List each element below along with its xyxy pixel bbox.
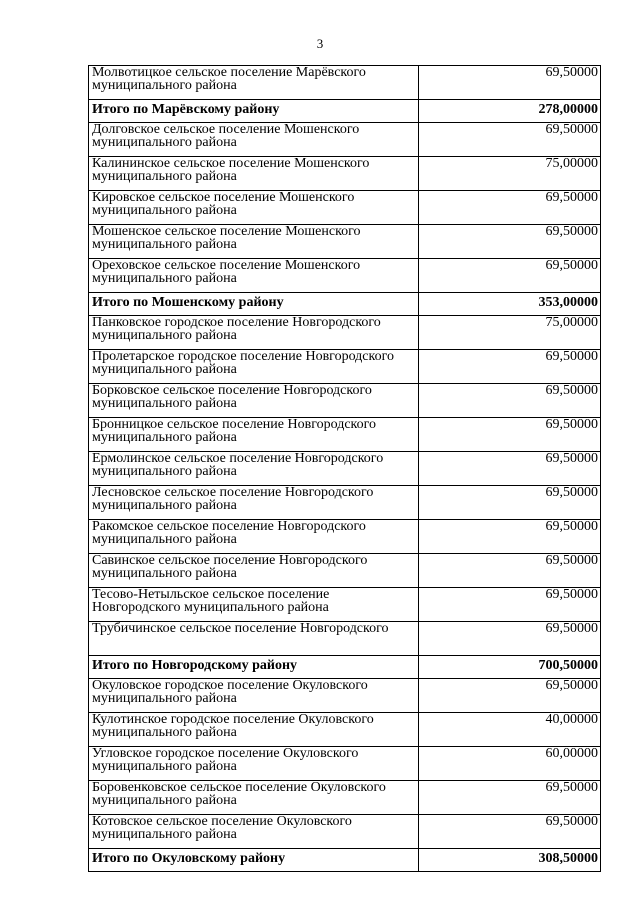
- settlement-name: [89, 191, 419, 225]
- settlement-name: [89, 418, 419, 452]
- name-line-1: Кировское сельское поселение Мошенского: [92, 191, 355, 204]
- district-total-label: [89, 656, 419, 679]
- name-line-1: Итого по Мошенскому району: [92, 296, 284, 309]
- name-line-1: Окуловское городское поселение Окуловского: [92, 679, 368, 692]
- amount: 69,50000: [419, 225, 601, 259]
- table-row: [89, 157, 601, 191]
- total-amount: 308,50000: [419, 849, 601, 872]
- table-total-row: [89, 100, 601, 123]
- amount: 69,50000: [419, 622, 601, 656]
- table-row: [89, 225, 601, 259]
- name-line-1: Ореховское сельское поселение Мошенского: [92, 259, 361, 272]
- amount: 69,50000: [419, 588, 601, 622]
- name-line-1: Ракомское сельское поселение Новгородского: [92, 520, 366, 533]
- name-line-1: Лесновское сельское поселение Новгородского: [92, 486, 374, 499]
- settlement-name: [89, 486, 419, 520]
- table-total-row: [89, 293, 601, 316]
- table-row: [89, 350, 601, 384]
- table-row: [89, 384, 601, 418]
- table-row: [89, 316, 601, 350]
- table-row: [89, 123, 601, 157]
- table-row: [89, 815, 601, 849]
- name-line-2: муниципального района: [92, 431, 237, 444]
- name-line-2: Новгородского муниципального района: [92, 601, 329, 614]
- amount: 69,50000: [419, 452, 601, 486]
- name-line-1: Калининское сельское поселение Мошенского: [92, 157, 370, 170]
- name-line-2: муниципального района: [92, 567, 237, 580]
- amount: 69,50000: [419, 679, 601, 713]
- amount: 69,50000: [419, 418, 601, 452]
- settlement-name: [89, 622, 419, 656]
- table-row: [89, 486, 601, 520]
- name-line-1: Итого по Марёвскому району: [92, 103, 280, 116]
- name-line-2: муниципального района: [92, 465, 237, 478]
- name-line-1: Бронницкое сельское поселение Новгородского: [92, 418, 377, 431]
- settlement-name: [89, 316, 419, 350]
- district-total-label: [89, 100, 419, 123]
- name-line-1: Трубичинское сельское поселение Новгородского: [92, 622, 389, 635]
- name-line-1: Долговское сельское поселение Мошенского: [92, 123, 360, 136]
- settlement-name: [89, 679, 419, 713]
- settlement-name: [89, 225, 419, 259]
- district-total-label: [89, 849, 419, 872]
- name-line-1: Боровенковское сельское поселение Окуловского: [92, 781, 386, 794]
- amount: 40,00000: [419, 713, 601, 747]
- amount: 69,50000: [419, 486, 601, 520]
- name-line-2: муниципального района: [92, 136, 237, 149]
- name-line-2: муниципального района: [92, 692, 237, 705]
- amount: 69,50000: [419, 350, 601, 384]
- name-line-1: Мошенское сельское поселение Мошенского: [92, 225, 361, 238]
- total-amount: 353,00000: [419, 293, 601, 316]
- amount: 69,50000: [419, 815, 601, 849]
- name-line-2: муниципального района: [92, 238, 237, 251]
- table-row: [89, 588, 601, 622]
- name-line-2: муниципального района: [92, 760, 237, 773]
- name-line-1: Борковское сельское поселение Новгородского: [92, 384, 372, 397]
- amount: 69,50000: [419, 520, 601, 554]
- page-number: 3: [316, 36, 324, 51]
- name-line-1: Тесово-Нетыльское сельское поселение: [92, 588, 330, 601]
- name-line-2: муниципального района: [92, 533, 237, 546]
- amount: 69,50000: [419, 123, 601, 157]
- amount: 69,50000: [419, 191, 601, 225]
- table-row: [89, 520, 601, 554]
- amount: 69,50000: [419, 384, 601, 418]
- total-amount: 278,00000: [419, 100, 601, 123]
- settlement-name: [89, 554, 419, 588]
- table-total-row: [89, 849, 601, 872]
- settlement-name: [89, 350, 419, 384]
- district-total-label: [89, 293, 419, 316]
- name-line-2: муниципального района: [92, 794, 237, 807]
- allocation-table: [88, 65, 601, 872]
- name-line-1: Кулотинское городское поселение Окуловского: [92, 713, 374, 726]
- table-row: [89, 781, 601, 815]
- table-row: [89, 418, 601, 452]
- name-line-2: муниципального района: [92, 329, 237, 342]
- name-line-1: Пролетарское городское поселение Новгородского: [92, 350, 394, 363]
- table-row: [89, 747, 601, 781]
- name-line-2: муниципального района: [92, 828, 237, 841]
- settlement-name: [89, 520, 419, 554]
- table-row: [89, 191, 601, 225]
- settlement-name: [89, 157, 419, 191]
- name-line-1: Молвотицкое сельское поселение Марёвского: [92, 66, 366, 79]
- table-total-row: [89, 656, 601, 679]
- name-line-2: муниципального района: [92, 79, 237, 92]
- name-line-1: Угловское городское поселение Окуловского: [92, 747, 359, 760]
- name-line-1: Савинское сельское поселение Новгородского: [92, 554, 368, 567]
- settlement-name: [89, 713, 419, 747]
- name-line-1: Котовское сельское поселение Окуловского: [92, 815, 352, 828]
- settlement-name: [89, 747, 419, 781]
- settlement-name: [89, 123, 419, 157]
- total-amount: 700,50000: [419, 656, 601, 679]
- table-row: [89, 554, 601, 588]
- settlement-name: [89, 452, 419, 486]
- amount: 69,50000: [419, 554, 601, 588]
- table-row: [89, 452, 601, 486]
- name-line-1: Панковское городское поселение Новгородского: [92, 316, 381, 329]
- table-row: [89, 679, 601, 713]
- table-row: [89, 622, 601, 656]
- settlement-name: [89, 588, 419, 622]
- amount: 75,00000: [419, 157, 601, 191]
- name-line-2: муниципального района: [92, 726, 237, 739]
- name-line-1: Итого по Окуловскому району: [92, 852, 286, 865]
- settlement-name: [89, 66, 419, 100]
- amount: 69,50000: [419, 66, 601, 100]
- settlement-name: [89, 781, 419, 815]
- name-line-2: муниципального района: [92, 397, 237, 410]
- settlement-name: [89, 815, 419, 849]
- name-line-1: Ермолинское сельское поселение Новгородского: [92, 452, 384, 465]
- name-line-2: муниципального района: [92, 499, 237, 512]
- amount: 69,50000: [419, 781, 601, 815]
- amount: 75,00000: [419, 316, 601, 350]
- settlement-name: [89, 259, 419, 293]
- name-line-2: муниципального района: [92, 363, 237, 376]
- amount: 60,00000: [419, 747, 601, 781]
- settlement-name: [89, 384, 419, 418]
- name-line-2: муниципального района: [92, 272, 237, 285]
- amount: 69,50000: [419, 259, 601, 293]
- name-line-2: муниципального района: [92, 170, 237, 183]
- table-row: [89, 259, 601, 293]
- table-row: [89, 66, 601, 100]
- name-line-2: муниципального района: [92, 204, 237, 217]
- name-line-1: Итого по Новгородскому району: [92, 659, 298, 672]
- table-row: [89, 713, 601, 747]
